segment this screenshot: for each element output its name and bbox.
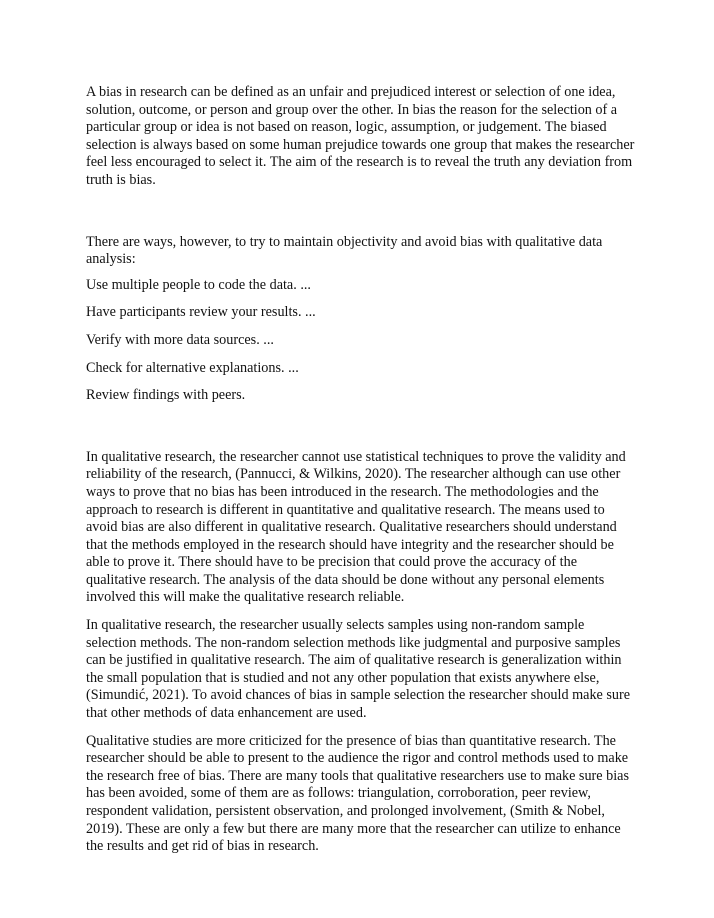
paragraph-validity: In qualitative research, the researcher cannot use statistical techniques to prove the validity and reliability of the research, (Pannucci, & Wilkins, 2020). The researcher although can use other ways to prove that no bias has been introduced in the research. The methodologies and the approach to research is different in quantitative and qualitative research. The means used to avoid bias are also different in qualitative research. Qualitative researchers should understand that the methods employed in the research should have integrity and the researcher should be able to prove it. There should have to be precision that could prove the accuracy of the qualitative research. The analysis of the data should be done without any personal elements involved this will make the qualitative research reliable. (86, 448, 626, 606)
list-item: Use multiple people to code the data. ... (86, 276, 311, 293)
paragraph-ways-intro: There are ways, however, to try to maintain objectivity and avoid bias with qualitative data analysis: (86, 233, 603, 268)
paragraph-bias-definition: A bias in research can be defined as an unfair and prejudiced interest or selection of one idea, solution, outcome, or person and group over the other. In bias the reason for the selection of a particular group or idea is not based on reason, logic, assumption, or judgement. The biased selection is always based on some human prejudice towards one group that makes the researcher feel less encouraged to select it. The aim of the research is to reveal the truth any deviation from truth is bias. (86, 84, 635, 188)
list-item: Have participants review your results. ... (86, 304, 316, 321)
paragraph-spacer (86, 405, 638, 449)
paragraph-tools: Qualitative studies are more criticized for the presence of bias than quantitative research. The researcher should be able to present to the audience the rigor and control methods used to make the research free of bias. There are many tools that qualitative researchers use to make sure bias has been avoided, some of them are as follows: triangulation, corroboration, peer review, respondent validation, persistent observation, and prolonged involvement, (Smith & Nobel, 2019). These are only a few but there are many more that the researcher can utilize to enhance the results and get rid of bias in research. (86, 732, 629, 855)
list-item: Verify with more data sources. ... (86, 331, 274, 348)
list-item: Check for alternative explanations. ... (86, 359, 299, 376)
paragraph-spacer (86, 190, 638, 234)
document-page (86, 84, 638, 856)
list-item: Review findings with peers. (86, 387, 246, 404)
paragraph-sample-selection: In qualitative research, the researcher usually selects samples using non-random sample selection methods. The non-random selection methods like judgmental and purposive samples can be justified in qualitative research. The aim of qualitative research is generalization within the small population that is studied and not any other population that exists anywhere else, (Simundić, 2021). To avoid chances of bias in sample selection the researcher should make sure that other methods of data enhancement are used. (86, 617, 631, 722)
